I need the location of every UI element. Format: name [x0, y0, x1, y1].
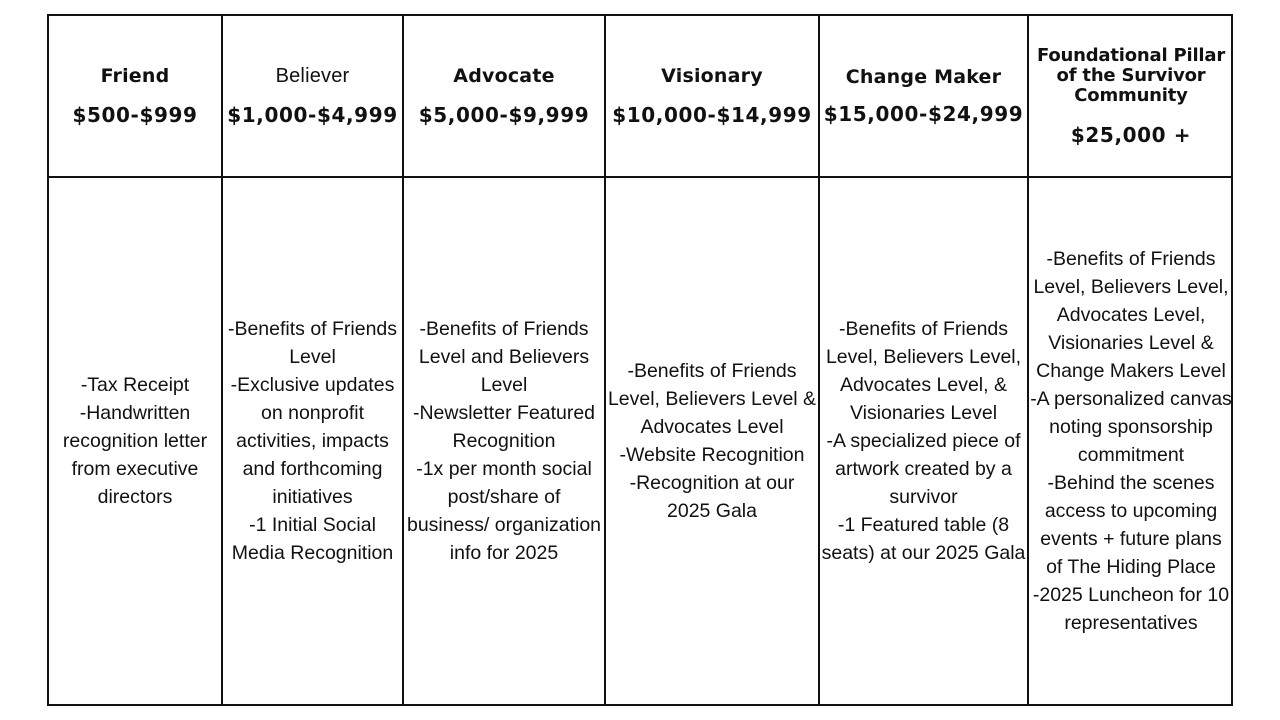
tier-name: Visionary [661, 65, 763, 87]
tier-benefits-believer [223, 178, 404, 704]
tier-price: $1,000-$4,999 [227, 103, 398, 127]
tier-header-visionary [606, 16, 820, 178]
sponsorship-tiers-table [47, 14, 1233, 706]
tier-header-change-maker [820, 16, 1029, 178]
tier-name: Advocate [453, 65, 555, 87]
tier-name: Friend [100, 65, 170, 87]
tier-benefits-advocate [404, 178, 606, 704]
tier-name: Foundational Pillar of the Survivor Community [1036, 45, 1226, 106]
tier-price: $15,000-$24,999 [823, 102, 1024, 126]
tier-price: $500-$999 [72, 103, 198, 127]
benefits-text: -Benefits of Friends Level, Believers Level, Advocates Level, & Visionaries Level -A specialized piece of artwork created by a survivor -1 Featured table (8 seats) at our 2025 Gala [821, 318, 1026, 564]
tier-header-foundational-pillar [1029, 16, 1233, 178]
benefits-text: -Benefits of Friends Level and Believers Level -Newsletter Featured Recognition -1x per month social post/share of business/ organization info for 2025 [406, 318, 602, 564]
benefits-text: -Benefits of Friends Level, Believers Level, Advocates Level, Visionaries Level & Change Makers Level -A personalized canvas noting sponsorship commitment -Behind the scenes access to upcoming events + future plans of The Hiding Place -2025 Luncheon for 10 representatives [1030, 248, 1232, 634]
tier-benefits-change-maker [820, 178, 1029, 704]
tier-header-friend [49, 16, 223, 178]
tier-name: Believer [275, 65, 350, 87]
benefits-text: -Benefits of Friends Level, Believers Level & Advocates Level -Website Recognition -Recognition at our 2025 Gala [607, 360, 817, 522]
benefits-text: -Tax Receipt -Handwritten recognition letter from executive directors [62, 374, 208, 508]
tier-header-believer [223, 16, 404, 178]
tier-price: $25,000 + [1070, 123, 1192, 147]
tier-price: $10,000-$14,999 [612, 103, 812, 127]
tier-price: $5,000-$9,999 [418, 103, 590, 127]
benefits-text: -Benefits of Friends Level -Exclusive updates on nonprofit activities, impacts and forthcoming initiatives -1 Initial Social Media Recognition [227, 318, 398, 564]
tier-benefits-friend [49, 178, 223, 704]
tier-name: Change Maker [845, 66, 1002, 88]
tier-benefits-visionary [606, 178, 820, 704]
tier-header-advocate [404, 16, 606, 178]
tier-benefits-foundational-pillar [1029, 178, 1233, 704]
